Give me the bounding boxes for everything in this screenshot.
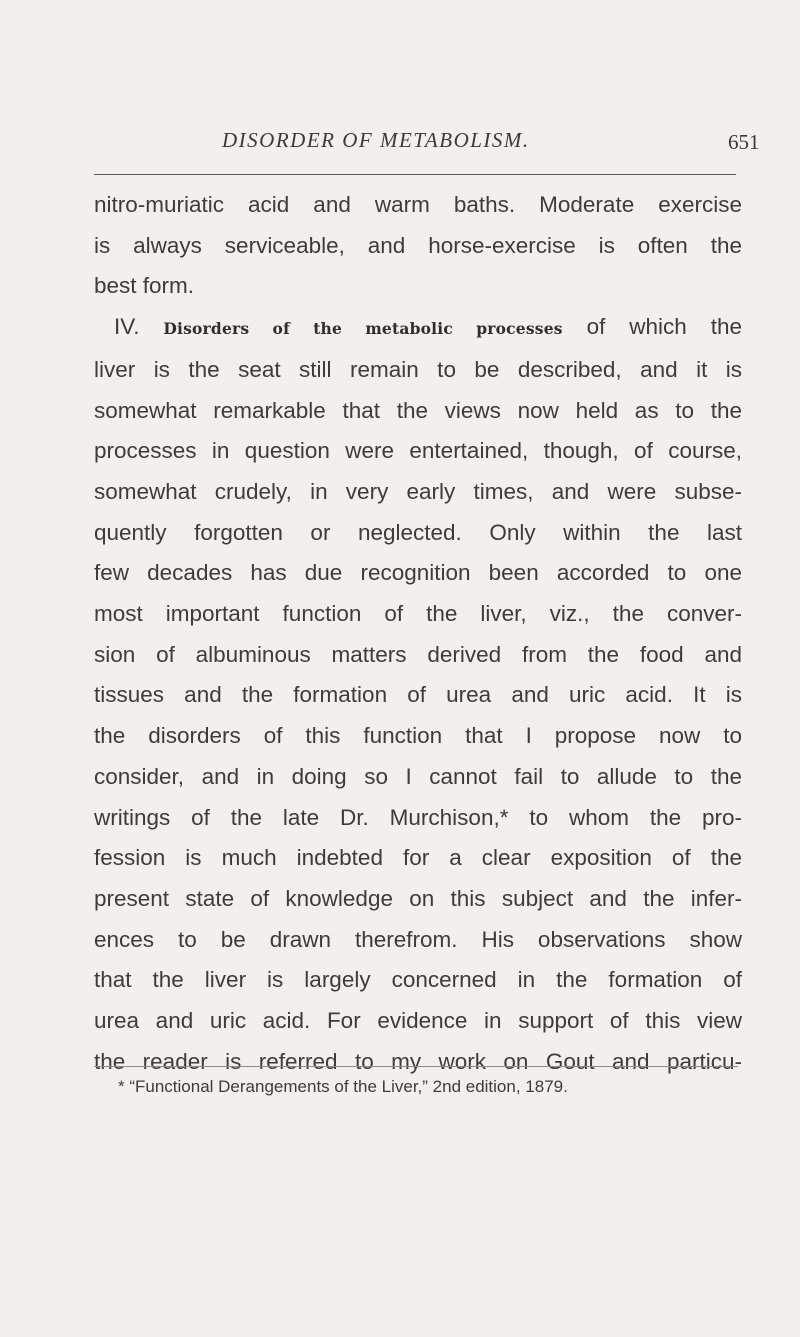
text-line: fession is much indebted for a clear exposition of the	[94, 845, 742, 871]
body-text	[94, 185, 742, 1082]
text-line: tissues and the formation of urea and uric acid. It is	[94, 682, 742, 708]
page-number: 651	[728, 130, 760, 154]
footnote: * “Functional Derangements of the Liver,” 2nd edition, 1879.	[118, 1077, 568, 1096]
section-heading-continuation: of which the	[586, 314, 742, 340]
section-run-in-heading: Disorders of the metabolic processes	[163, 319, 563, 339]
text-line: liver is the seat still remain to be described, and it is	[94, 356, 742, 382]
running-title: DISORDER OF METABOLISM.	[222, 128, 530, 152]
text-line: somewhat crudely, in very early times, and were subse-	[94, 478, 742, 504]
text-line: writings of the late Dr. Murchison,* to whom the pro-	[94, 804, 742, 830]
text-line: the reader is referred to my work on Gout and particu-	[94, 1048, 742, 1074]
text-line: best form.	[94, 273, 195, 299]
text-line: ences to be drawn therefrom. His observations show	[94, 926, 742, 952]
text-line: is always serviceable, and horse-exercise is often the	[94, 232, 742, 258]
text-line: quently forgotten or neglected. Only within the last	[94, 519, 742, 545]
footnote-rule	[94, 1066, 738, 1067]
text-line: consider, and in doing so I cannot fail to allude to the	[94, 763, 742, 789]
text-line: sion of albuminous matters derived from the food and	[94, 641, 742, 667]
section-heading-line	[94, 307, 742, 350]
text-line: few decades has due recognition been accorded to one	[94, 560, 742, 586]
text-line: the disorders of this function that I propose now to	[94, 723, 742, 749]
running-head	[0, 128, 800, 164]
header-rule	[94, 174, 736, 175]
text-line: urea and uric acid. For evidence in support of this view	[94, 1008, 742, 1034]
text-line: processes in question were entertained, though, of course,	[94, 438, 742, 464]
text-line: nitro-muriatic acid and warm baths. Moderate exercise	[94, 192, 742, 217]
text-line: that the liver is largely concerned in the formation of	[94, 967, 742, 993]
section-numeral: IV.	[114, 314, 140, 340]
text-line: somewhat remarkable that the views now held as to the	[94, 397, 742, 423]
text-line: present state of knowledge on this subject and the infer-	[94, 885, 742, 911]
text-line: most important function of the liver, viz., the conver-	[94, 601, 742, 627]
